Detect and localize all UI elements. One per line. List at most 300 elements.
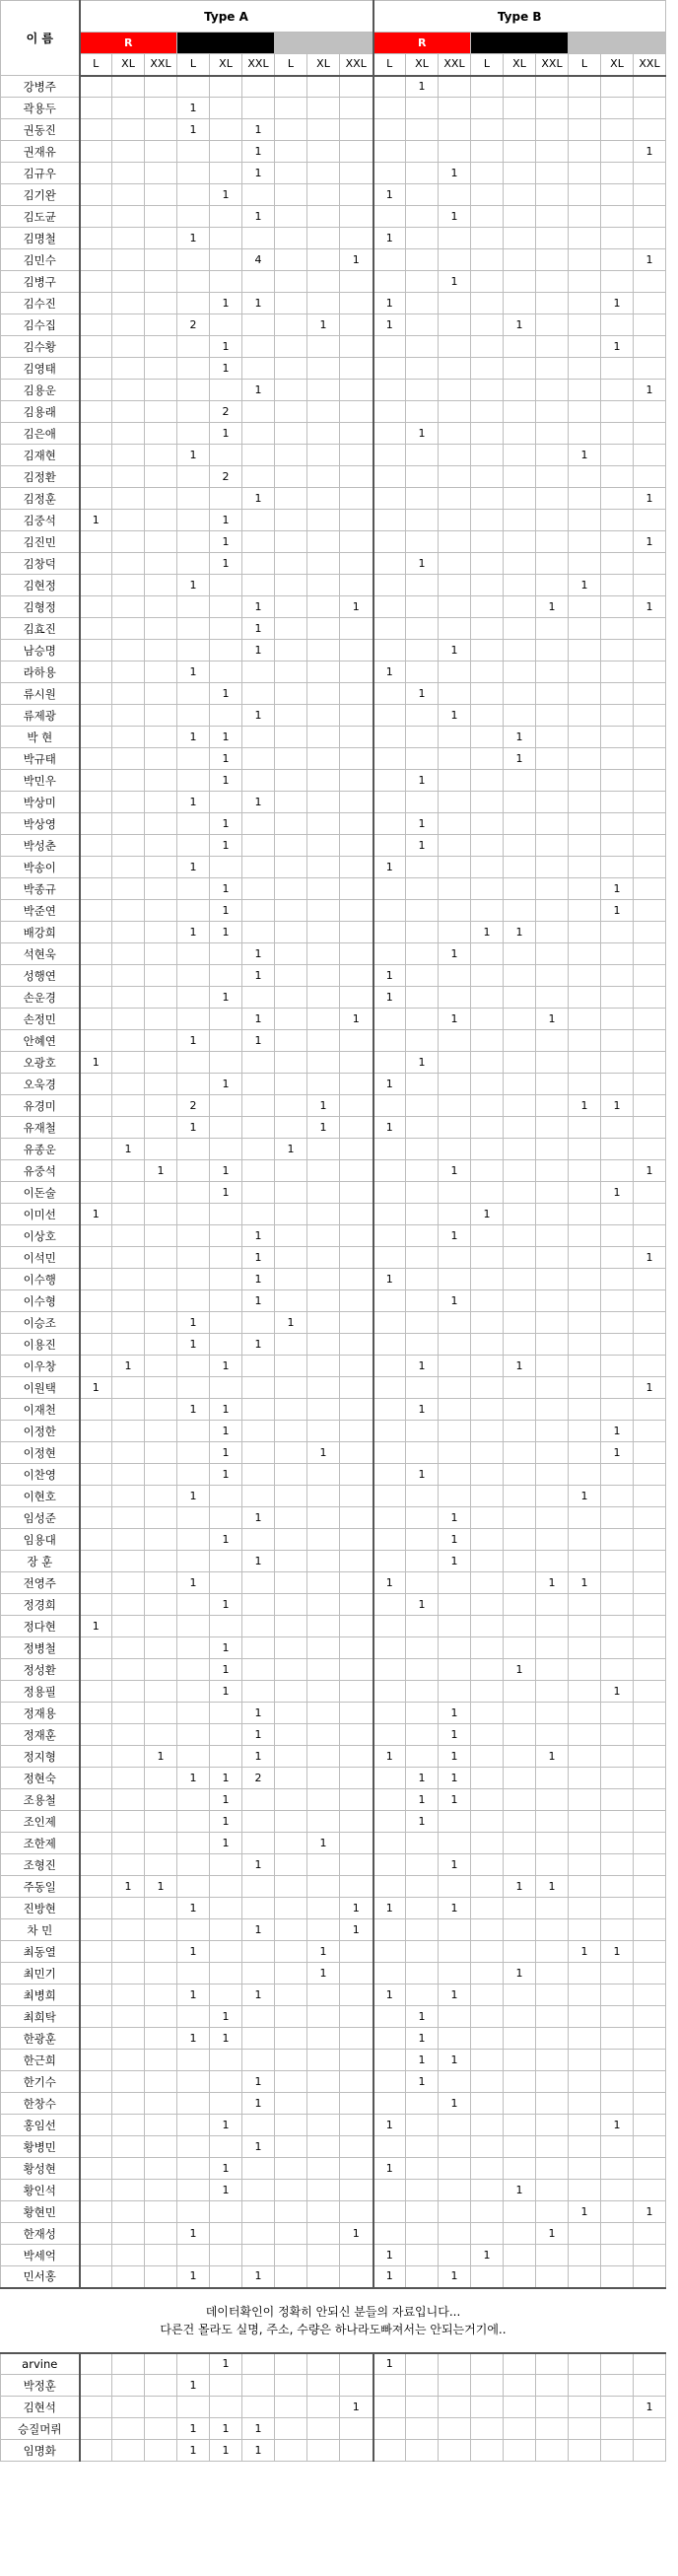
qty-cell (177, 271, 210, 293)
qty-cell (439, 2028, 471, 2050)
qty-cell (275, 1399, 307, 1421)
qty-cell (569, 1269, 601, 1290)
table-row (1, 531, 666, 553)
qty-cell (406, 727, 439, 748)
qty-cell (275, 1356, 307, 1377)
qty-cell: 1 (210, 1464, 242, 1486)
qty-cell (275, 510, 307, 531)
qty-cell (275, 1681, 307, 1703)
qty-cell (569, 1356, 601, 1377)
qty-cell (504, 1854, 536, 1876)
qty-cell (601, 2245, 634, 2266)
qty-cell (340, 1225, 373, 1247)
qty-cell (307, 336, 340, 358)
qty-cell: 1 (373, 857, 406, 878)
qty-cell (471, 1182, 504, 1204)
qty-cell (569, 1724, 601, 1746)
qty-cell (406, 1854, 439, 1876)
qty-cell (569, 1442, 601, 1464)
qty-cell (80, 1009, 112, 1030)
qty-cell (145, 488, 177, 510)
qty-cell (275, 1225, 307, 1247)
qty-cell (275, 228, 307, 249)
qty-cell (439, 1312, 471, 1334)
qty-cell (210, 2223, 242, 2245)
person-name: 장 훈 (1, 1551, 80, 1572)
qty-cell (504, 1204, 536, 1225)
qty-cell (536, 380, 569, 401)
qty-cell (307, 1659, 340, 1681)
qty-cell (307, 401, 340, 423)
qty-cell: 1 (210, 2418, 242, 2440)
qty-cell (242, 1421, 275, 1442)
qty-cell (112, 596, 145, 618)
qty-cell (536, 987, 569, 1009)
qty-cell: 1 (242, 206, 275, 228)
qty-cell (406, 1919, 439, 1941)
qty-cell: 1 (210, 878, 242, 900)
qty-cell (373, 1225, 406, 1247)
qty-cell: 1 (439, 1551, 471, 1572)
qty-cell (406, 878, 439, 900)
qty-cell (275, 2418, 307, 2440)
qty-cell (340, 98, 373, 119)
qty-cell (373, 1833, 406, 1854)
qty-cell (601, 640, 634, 661)
qty-cell (373, 1941, 406, 1963)
qty-cell (112, 965, 145, 987)
qty-cell (307, 575, 340, 596)
table-row (1, 640, 666, 661)
note-row (1, 2288, 666, 2353)
qty-cell (80, 770, 112, 792)
qty-cell (340, 2136, 373, 2158)
qty-cell (145, 2353, 177, 2375)
table-row (1, 2375, 666, 2397)
qty-cell (569, 380, 601, 401)
qty-cell (80, 2180, 112, 2201)
qty-cell (406, 2093, 439, 2115)
qty-cell (569, 466, 601, 488)
qty-cell (340, 1681, 373, 1703)
qty-cell (406, 380, 439, 401)
qty-cell (569, 1637, 601, 1659)
qty-cell (504, 1789, 536, 1811)
header-row-type (1, 1, 666, 33)
qty-cell (634, 575, 666, 596)
qty-cell (569, 1681, 601, 1703)
qty-cell (112, 228, 145, 249)
table-row (1, 98, 666, 119)
qty-cell (307, 1529, 340, 1551)
qty-cell: 1 (307, 1833, 340, 1854)
qty-cell (307, 2158, 340, 2180)
qty-cell (471, 1030, 504, 1052)
qty-cell (569, 1204, 601, 1225)
qty-cell (112, 1507, 145, 1529)
qty-cell (406, 466, 439, 488)
qty-cell (536, 857, 569, 878)
qty-cell: 1 (242, 1030, 275, 1052)
qty-cell (112, 141, 145, 163)
qty-cell (504, 1139, 536, 1160)
qty-cell (112, 2375, 145, 2397)
qty-cell (112, 249, 145, 271)
qty-cell (601, 1659, 634, 1681)
qty-cell (471, 1421, 504, 1442)
qty-cell (536, 1442, 569, 1464)
table-row (1, 249, 666, 271)
qty-cell: 1 (373, 293, 406, 314)
qty-cell (504, 2093, 536, 2115)
person-name: 이정한 (1, 1421, 80, 1442)
qty-cell: 1 (242, 163, 275, 184)
qty-cell (471, 857, 504, 878)
qty-cell (569, 2115, 601, 2136)
qty-cell (373, 1377, 406, 1399)
qty-cell (177, 1833, 210, 1854)
qty-cell (112, 2028, 145, 2050)
qty-cell (569, 2266, 601, 2288)
qty-cell: 1 (210, 1182, 242, 1204)
qty-cell (275, 1486, 307, 1507)
qty-cell (210, 1204, 242, 1225)
qty-cell: 1 (439, 2050, 471, 2071)
qty-cell (373, 575, 406, 596)
qty-cell (634, 2093, 666, 2115)
qty-cell (601, 2158, 634, 2180)
qty-cell (406, 748, 439, 770)
qty-cell (307, 1160, 340, 1182)
qty-cell (210, 314, 242, 336)
qty-cell (634, 1789, 666, 1811)
qty-cell (177, 423, 210, 445)
qty-cell (242, 1486, 275, 1507)
qty-cell (504, 2028, 536, 2050)
qty-cell (634, 271, 666, 293)
qty-cell (471, 1811, 504, 1833)
qty-cell (80, 2115, 112, 2136)
qty-cell (145, 1269, 177, 1290)
qty-cell (471, 423, 504, 445)
qty-cell (112, 2158, 145, 2180)
qty-cell (471, 1486, 504, 1507)
qty-cell (439, 2397, 471, 2418)
qty-cell (504, 857, 536, 878)
qty-cell (439, 1442, 471, 1464)
qty-cell: 1 (210, 336, 242, 358)
table-row (1, 1464, 666, 1486)
qty-cell (210, 98, 242, 119)
qty-cell (340, 228, 373, 249)
qty-cell (536, 1854, 569, 1876)
qty-cell (80, 271, 112, 293)
qty-cell (601, 466, 634, 488)
qty-cell (601, 1572, 634, 1594)
qty-cell (80, 249, 112, 271)
qty-cell (569, 1160, 601, 1182)
qty-cell (275, 1637, 307, 1659)
qty-cell (471, 1963, 504, 1984)
person-name: 한광훈 (1, 2028, 80, 2050)
qty-cell (112, 2115, 145, 2136)
qty-cell (569, 878, 601, 900)
qty-cell (275, 2201, 307, 2223)
qty-cell (177, 965, 210, 987)
qty-cell (536, 943, 569, 965)
table-row (1, 1594, 666, 1616)
person-name: 김정환 (1, 466, 80, 488)
qty-cell (145, 1572, 177, 1594)
qty-cell (569, 965, 601, 987)
qty-cell (112, 1984, 145, 2006)
qty-cell (373, 1334, 406, 1356)
qty-cell (112, 2136, 145, 2158)
qty-cell (177, 596, 210, 618)
qty-cell (242, 1074, 275, 1095)
qty-cell (307, 661, 340, 683)
qty-cell (80, 596, 112, 618)
qty-cell (80, 141, 112, 163)
qty-cell (406, 2201, 439, 2223)
qty-cell (80, 2028, 112, 2050)
qty-cell (536, 2397, 569, 2418)
qty-cell (439, 488, 471, 510)
qty-cell (439, 1117, 471, 1139)
qty-cell (471, 358, 504, 380)
qty-cell (177, 76, 210, 98)
qty-cell (439, 423, 471, 445)
qty-cell (536, 1963, 569, 1984)
qty-cell (536, 1312, 569, 1334)
size-header: XL (601, 54, 634, 76)
qty-cell (504, 2397, 536, 2418)
qty-cell (340, 2266, 373, 2288)
qty-cell: 1 (373, 661, 406, 683)
qty-cell (536, 1616, 569, 1637)
qty-cell (275, 445, 307, 466)
qty-cell (80, 2136, 112, 2158)
qty-cell (210, 661, 242, 683)
qty-cell (439, 661, 471, 683)
qty-cell (504, 1117, 536, 1139)
qty-cell (471, 314, 504, 336)
qty-cell (275, 98, 307, 119)
qty-cell (242, 271, 275, 293)
qty-cell (145, 1681, 177, 1703)
qty-cell: 1 (145, 1160, 177, 1182)
qty-cell (177, 1160, 210, 1182)
qty-cell (634, 1269, 666, 1290)
qty-cell (406, 141, 439, 163)
qty-cell (177, 2115, 210, 2136)
qty-cell (569, 119, 601, 141)
qty-cell (439, 1464, 471, 1486)
person-name: 유중석 (1, 1160, 80, 1182)
size-header: XL (406, 54, 439, 76)
qty-cell (242, 1659, 275, 1681)
qty-cell (80, 813, 112, 835)
qty-cell (275, 1204, 307, 1225)
qty-cell (145, 2050, 177, 2071)
qty-cell: 1 (242, 1551, 275, 1572)
qty-cell (536, 1052, 569, 1074)
qty-cell: 1 (504, 1659, 536, 1681)
qty-cell (177, 2180, 210, 2201)
qty-cell (504, 1269, 536, 1290)
qty-cell (112, 1572, 145, 1594)
qty-cell (373, 380, 406, 401)
qty-cell (439, 76, 471, 98)
qty-cell (601, 1551, 634, 1572)
qty-cell: 1 (210, 1659, 242, 1681)
qty-cell (439, 770, 471, 792)
qty-cell (340, 2028, 373, 2050)
qty-cell (634, 1854, 666, 1876)
qty-cell: 1 (536, 1572, 569, 1594)
qty-cell (406, 1247, 439, 1269)
qty-cell (80, 1746, 112, 1768)
qty-cell (145, 727, 177, 748)
qty-cell (601, 423, 634, 445)
qty-cell (536, 2266, 569, 2288)
qty-cell (340, 1659, 373, 1681)
qty-cell (340, 488, 373, 510)
qty-cell: 1 (634, 2201, 666, 2223)
qty-cell (80, 1182, 112, 1204)
qty-cell (80, 987, 112, 1009)
qty-cell (307, 228, 340, 249)
qty-cell (210, 271, 242, 293)
qty-cell (80, 2353, 112, 2375)
qty-cell: 1 (210, 423, 242, 445)
qty-cell (340, 857, 373, 878)
qty-cell (373, 640, 406, 661)
qty-cell (275, 813, 307, 835)
person-name: 주동일 (1, 1876, 80, 1898)
qty-cell (80, 1139, 112, 1160)
qty-cell (275, 2440, 307, 2462)
size-header: XXL (634, 54, 666, 76)
qty-cell (536, 141, 569, 163)
qty-cell (471, 293, 504, 314)
qty-cell: 1 (406, 1052, 439, 1074)
qty-cell (373, 1464, 406, 1486)
qty-cell (439, 1876, 471, 1898)
qty-cell (471, 835, 504, 857)
qty-cell (601, 1139, 634, 1160)
qty-cell (373, 2418, 406, 2440)
qty-cell (373, 1529, 406, 1551)
qty-cell (373, 596, 406, 618)
qty-cell: 1 (210, 900, 242, 922)
qty-cell (471, 2397, 504, 2418)
qty-cell (145, 792, 177, 813)
qty-cell (536, 705, 569, 727)
qty-cell (569, 1551, 601, 1572)
qty-cell (307, 2375, 340, 2397)
qty-cell (439, 1139, 471, 1160)
qty-cell (145, 1442, 177, 1464)
qty-cell (406, 1486, 439, 1507)
table-row (1, 2006, 666, 2028)
qty-cell: 1 (112, 1356, 145, 1377)
table-row (1, 792, 666, 813)
qty-cell (210, 206, 242, 228)
qty-cell: 1 (210, 835, 242, 857)
qty-cell (275, 1464, 307, 1486)
qty-cell (471, 1356, 504, 1377)
person-name: 김효진 (1, 618, 80, 640)
qty-cell (634, 2115, 666, 2136)
qty-cell (145, 531, 177, 553)
qty-cell (569, 1182, 601, 1204)
qty-cell (504, 228, 536, 249)
qty-cell (569, 813, 601, 835)
qty-cell: 1 (439, 206, 471, 228)
qty-cell: 1 (242, 1724, 275, 1746)
qty-cell (504, 553, 536, 575)
qty-cell (275, 1876, 307, 1898)
qty-cell (80, 922, 112, 943)
qty-cell (406, 1876, 439, 1898)
person-name: 라하용 (1, 661, 80, 683)
qty-cell (504, 141, 536, 163)
table-row (1, 878, 666, 900)
qty-cell (340, 1572, 373, 1594)
qty-cell: 1 (439, 1529, 471, 1551)
qty-cell (307, 2245, 340, 2266)
qty-cell (307, 531, 340, 553)
qty-cell (307, 1507, 340, 1529)
qty-cell (307, 2028, 340, 2050)
qty-cell (242, 1898, 275, 1919)
qty-cell (504, 271, 536, 293)
qty-cell (439, 98, 471, 119)
qty-cell (634, 2353, 666, 2375)
person-name: 김현정 (1, 575, 80, 596)
qty-cell: 1 (210, 2440, 242, 2462)
qty-cell (210, 1876, 242, 1898)
qty-cell (275, 1746, 307, 1768)
qty-cell: 1 (242, 596, 275, 618)
qty-cell (242, 1399, 275, 1421)
qty-cell (112, 1941, 145, 1963)
qty-cell (536, 1139, 569, 1160)
qty-cell (275, 2071, 307, 2093)
qty-cell (471, 1334, 504, 1356)
qty-cell (340, 553, 373, 575)
qty-cell: 1 (80, 1052, 112, 1074)
qty-cell (275, 1616, 307, 1637)
qty-cell (275, 1334, 307, 1356)
person-name: 정용필 (1, 1681, 80, 1703)
table-row (1, 2266, 666, 2288)
qty-cell (504, 98, 536, 119)
person-name: 조한제 (1, 1833, 80, 1854)
qty-cell (439, 1681, 471, 1703)
qty-cell (275, 2266, 307, 2288)
qty-cell (145, 206, 177, 228)
table-row (1, 2245, 666, 2266)
qty-cell: 1 (177, 661, 210, 683)
qty-cell (634, 1009, 666, 1030)
qty-cell (307, 1269, 340, 1290)
qty-cell (471, 1377, 504, 1399)
person-name: 최민기 (1, 1963, 80, 1984)
qty-cell (307, 1334, 340, 1356)
qty-cell: 1 (242, 1225, 275, 1247)
